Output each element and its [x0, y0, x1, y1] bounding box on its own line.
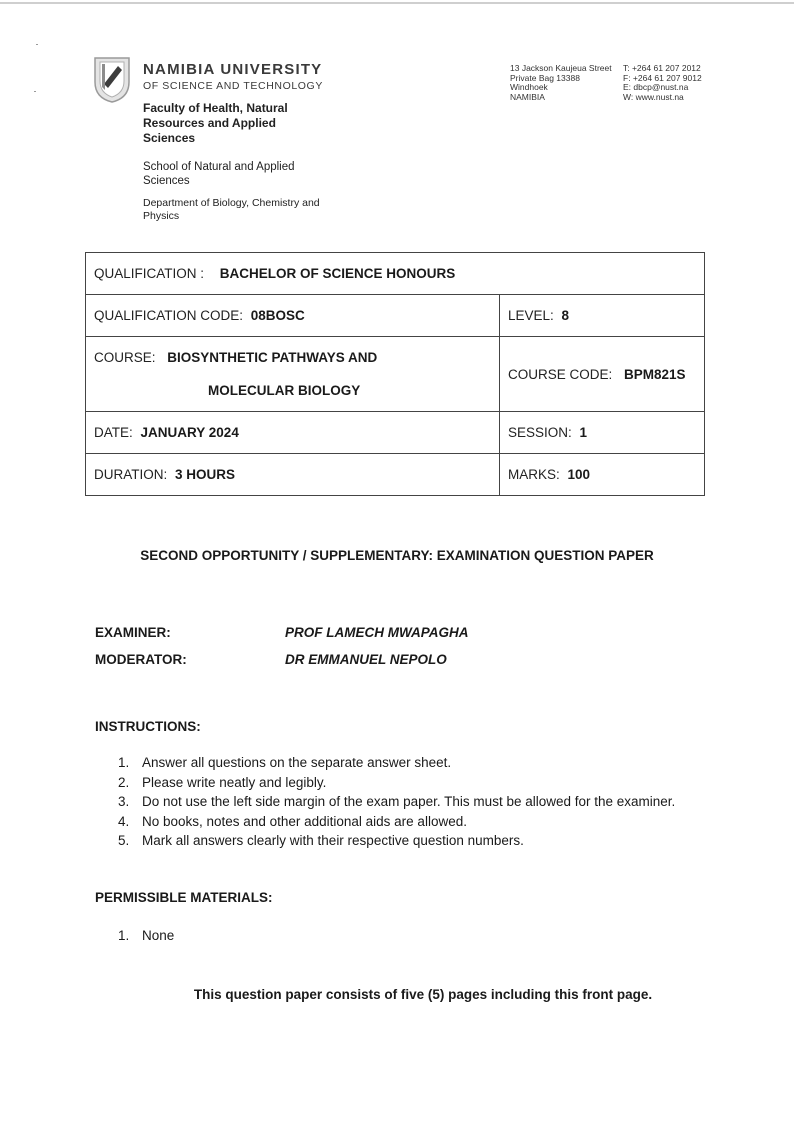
- session-cell: [500, 412, 705, 454]
- permissible-item: 1. None: [118, 928, 175, 943]
- address-line: 13 Jackson Kaujeua Street: [510, 63, 612, 73]
- duration-label: DURATION:: [94, 467, 168, 482]
- qualification-cell: [86, 253, 705, 295]
- course-cell: [86, 337, 500, 412]
- instructions-title: INSTRUCTIONS:: [95, 719, 201, 734]
- examiner-name: PROF LAMECH MWAPAGHA: [285, 625, 469, 640]
- permissible-materials-title: PERMISSIBLE MATERIALS:: [95, 890, 273, 905]
- session-value: 1: [579, 425, 588, 440]
- address-line: Private Bag 13388: [510, 72, 580, 83]
- instructions-list: [118, 753, 703, 851]
- instruction-item: 2. Please write neatly and legibly.: [118, 774, 327, 790]
- paper-title: SECOND OPPORTUNITY / SUPPLEMENTARY: EXAMINATION QUESTION PAPER: [140, 548, 654, 563]
- examiner-label: EXAMINER:: [95, 625, 171, 640]
- date-label: DATE:: [94, 425, 133, 440]
- course-code-value: BPM821S: [624, 366, 686, 382]
- address-line: NAMIBIA: [510, 91, 545, 102]
- exam-details-table: [85, 252, 705, 496]
- course-label: COURSE:: [94, 350, 156, 365]
- instruction-item: 4. No books, notes and other additional aids are allowed.: [118, 813, 467, 829]
- level-label: LEVEL:: [508, 308, 554, 323]
- contact-details: [623, 64, 702, 102]
- postal-address: [510, 64, 612, 102]
- qualification-code-value: 08BOSC: [250, 308, 305, 323]
- level-cell: [500, 295, 705, 337]
- school-name: School of Natural and Applied Sciences: [143, 161, 295, 187]
- permissible-materials-list: [118, 926, 703, 946]
- course-name-line2: MOLECULAR BIOLOGY: [208, 383, 361, 398]
- page-top-rule: [0, 2, 794, 4]
- qualification-code-cell: [86, 295, 500, 337]
- duration-value: 3 HOURS: [175, 467, 236, 482]
- moderator-label: MODERATOR:: [95, 652, 187, 667]
- page-count-note: This question paper consists of five (5) pages including this front page.: [193, 987, 653, 1002]
- faculty-name: Faculty of Health, Natural Resources and Applied Sciences: [143, 101, 288, 145]
- contact-line: F: +264 61 207 9012: [623, 72, 702, 83]
- scan-speck: [36, 44, 38, 45]
- university-name: NAMIBIA UNIVERSITY: [143, 61, 323, 78]
- date-cell: [86, 412, 500, 454]
- contact-line: E: dbcp@nust.na: [623, 82, 689, 92]
- moderator-name: DR EMMANUEL NEPOLO: [285, 652, 447, 667]
- university-subtitle: OF SCIENCE AND TECHNOLOGY: [143, 80, 323, 92]
- date-value: JANUARY 2024: [140, 425, 239, 440]
- level-value: 8: [561, 308, 570, 323]
- instruction-item: 5. Mark all answers clearly with their respective question numbers.: [118, 833, 524, 848]
- instruction-item: 1. Answer all questions on the separate answer sheet.: [118, 755, 452, 770]
- address-line: Windhoek: [510, 82, 548, 92]
- marks-label: MARKS:: [508, 467, 560, 482]
- scan-speck: [34, 91, 36, 92]
- qualification-label: QUALIFICATION :: [94, 266, 205, 281]
- marks-cell: [500, 454, 705, 496]
- session-label: SESSION:: [508, 425, 572, 440]
- department-name: Department of Biology, Chemistry and Physics: [143, 197, 320, 222]
- qualification-value: BACHELOR OF SCIENCE HONOURS: [219, 266, 456, 281]
- contact-line: W: www.nust.na: [623, 91, 684, 102]
- duration-cell: [86, 454, 500, 496]
- contact-line: T: +264 61 207 2012: [623, 63, 701, 73]
- qualification-code-label: QUALIFICATION CODE:: [94, 308, 244, 323]
- course-name-line1: BIOSYNTHETIC PATHWAYS AND: [167, 350, 378, 365]
- instruction-item: 3. Do not use the left side margin of the exam paper. This must be allowed for the examiner.: [118, 794, 676, 809]
- marks-value: 100: [567, 467, 591, 482]
- university-logo: [92, 54, 132, 104]
- course-code-cell: [500, 337, 705, 412]
- course-code-label: COURSE CODE:: [508, 366, 613, 382]
